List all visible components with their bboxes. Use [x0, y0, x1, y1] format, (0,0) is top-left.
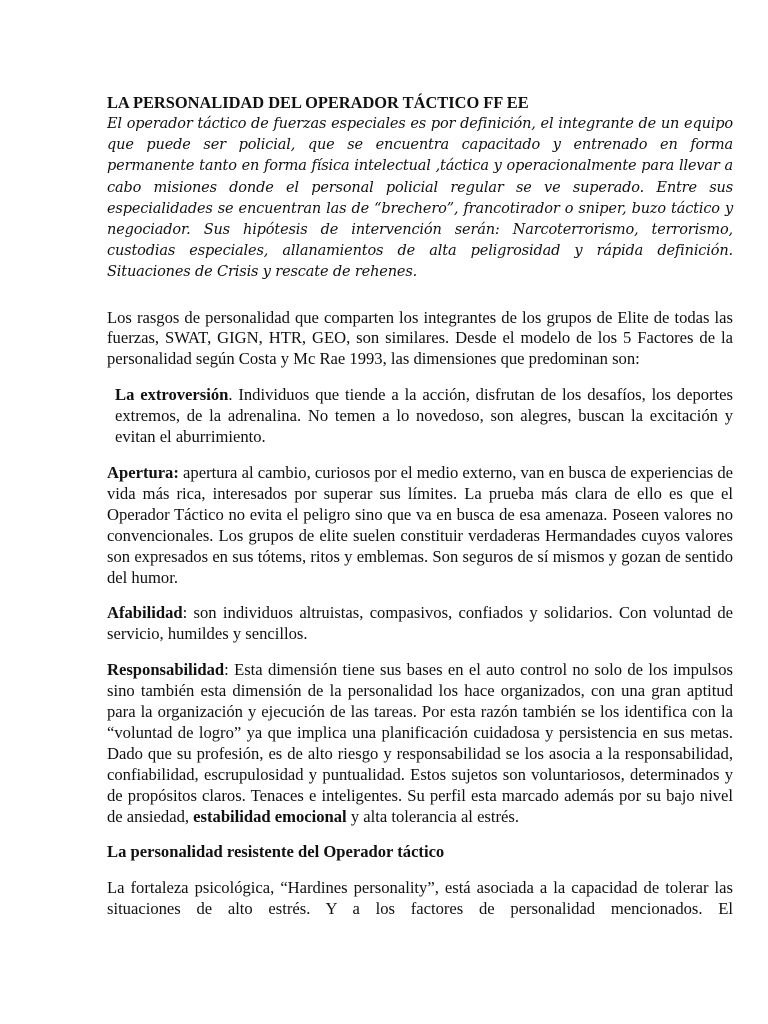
paragraph-responsabilidad: [107, 660, 733, 827]
text-apertura: apertura al cambio, curiosos por el medio externo, van en busca de experiencias de vida más rica, interesados por superar sus límites. La prueba más clara de ello es que el Operador Táctico no evita el peligro sino que va en busca de esa amenaza. Poseen valores no convencionales. Los grupos de elite suelen constituir verdaderas Hermandades cuyos valores son expresados en sus tótems, ritos y emblemas. Son seguros de sí mismos y gozan de sentido del humor.: [107, 462, 733, 587]
text-extroversion: . Individuos que tiende a la acción, disfrutan de los desafíos, los deportes extremos, de la adrenalina. No temen a lo novedoso, son alegres, buscan la excitación y evitan el aburrimiento.: [115, 385, 733, 447]
term-responsabilidad: Responsabilidad: [107, 660, 225, 680]
section-heading: La personalidad resistente del Operador táctico: [107, 842, 445, 862]
paragraph-extroversion: [107, 385, 733, 448]
text-responsabilidad-end: y alta tolerancia al estrés.: [346, 806, 519, 826]
paragraph-fortaleza: La fortaleza psicológica, “Hardines personality”, está asociada a la capacidad de tolerar las situaciones de alto estrés. Y a los factores de personalidad mencionados. El: [107, 878, 733, 919]
term-apertura: Apertura:: [107, 462, 179, 482]
text-afabilidad: : son individuos altruistas, compasivos, confiados y solidarios. Con voluntad de servicio, humildes y sencillos.: [107, 603, 733, 644]
document-title: LA PERSONALIDAD DEL OPERADOR TÁCTICO FF EE: [107, 93, 529, 112]
text-responsabilidad: : Esta dimensión tiene sus bases en el auto control no solo de los impulsos sino también esta dimensión de la personalidad los hace organizados, con una gran aptitud para la organización y ejecución de las tareas. Por esta razón también se los identifica con la “voluntad de logro” ya que implica una planificación cuidadosa y persistencia en sus metas. Dado que su profesión, es de alto riesgo y responsabilidad se los asocia a la responsabilidad, confiabilidad, escrupulosidad y puntualidad. Estos sujetos son voluntariosos, determinados y de propósitos claros. Tenaces e inteligentes. Su perfil esta marcado además por su bajo nivel de ansiedad,: [107, 660, 733, 826]
term-extroversion: La extroversión: [115, 385, 229, 405]
intro-paragraph: El operador táctico de fuerzas especiales es por definición, el integrante de un equipo que puede ser policial, que se encuentra capacitado y entrenado en forma permanente tanto en forma física intelectual ,táctica y operacionalmente para llevar a cabo misiones donde el personal policial regular se ve superado. Entre sus especialidades se encuentran las de “brechero”, francotirador o sniper, buzo táctico y negociador. Sus hipótesis de intervención serán: Narcoterrorismo, terrorismo, custodias especiales, allanamientos de alta peligrosidad y rápida definición. Situaciones de Crisis y rescate de rehenes.: [107, 115, 733, 281]
emphasis-estabilidad: estabilidad emocional: [193, 806, 347, 826]
paragraph-afabilidad: [107, 603, 733, 645]
term-afabilidad: Afabilidad: [107, 603, 183, 623]
paragraph-rasgos: Los rasgos de personalidad que comparten los integrantes de los grupos de Elite de todas las fuerzas, SWAT, GIGN, HTR, GEO, son similares. Desde el modelo de los 5 Factores de la personalidad según Costa y Mc Rae 1993, las dimensiones que predominan son:: [107, 307, 733, 369]
paragraph-apertura: [107, 463, 733, 588]
document-page: [107, 93, 733, 920]
